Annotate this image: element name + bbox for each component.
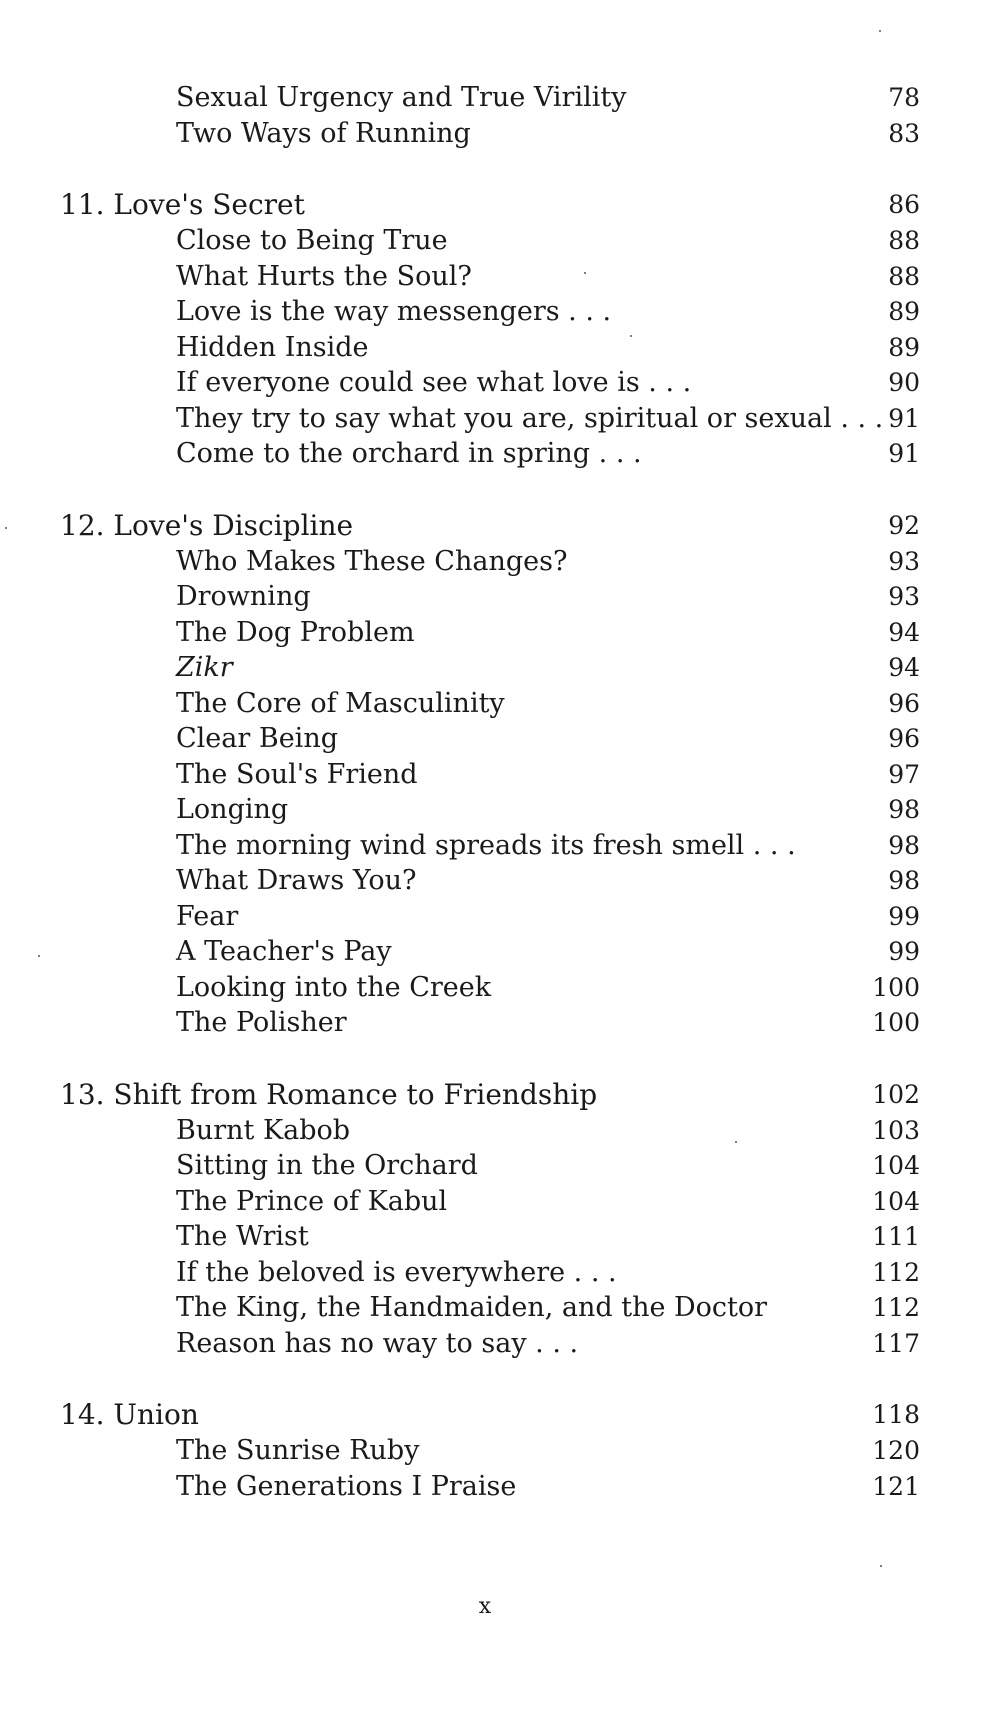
entry-page-number: 112 bbox=[872, 1293, 920, 1322]
entry-page-number: 98 bbox=[888, 830, 920, 860]
entry-page-number: 93 bbox=[888, 546, 920, 576]
toc-entry[interactable] bbox=[60, 259, 920, 295]
entry-page-number: 94 bbox=[888, 617, 920, 647]
toc-entry[interactable] bbox=[60, 436, 920, 472]
entry-page-number: 99 bbox=[888, 901, 920, 931]
toc-entry[interactable] bbox=[60, 544, 920, 580]
entry-page-number: 112 bbox=[872, 1257, 920, 1287]
entry-page-number: 121 bbox=[872, 1471, 920, 1501]
toc-entry[interactable] bbox=[60, 1326, 920, 1362]
entry-title: The Soul's Friend bbox=[176, 758, 418, 790]
entry-title: The Sunrise Ruby bbox=[176, 1435, 420, 1466]
entry-title: The King, the Handmaiden, and the Doctor bbox=[176, 1292, 768, 1323]
entry-page-number: 104 bbox=[872, 1151, 920, 1180]
toc-entry[interactable] bbox=[60, 1290, 920, 1326]
entry-title: Reason has no way to say . . . bbox=[176, 1327, 579, 1359]
chapter-heading[interactable] bbox=[60, 508, 920, 544]
toc-entry[interactable] bbox=[60, 899, 920, 935]
entry-page-number: 78 bbox=[888, 83, 920, 112]
entry-page-number: 103 bbox=[872, 1115, 920, 1145]
toc-entry[interactable] bbox=[60, 116, 920, 152]
scan-speck bbox=[735, 1141, 737, 1143]
entry-title: Drowning bbox=[176, 581, 311, 612]
section-gap bbox=[60, 472, 920, 508]
section-gap bbox=[60, 1361, 920, 1397]
toc-entry[interactable] bbox=[60, 757, 920, 793]
entry-page-number: 100 bbox=[872, 1008, 920, 1037]
entry-page-number: 83 bbox=[888, 118, 920, 148]
entry-page-number: 90 bbox=[888, 368, 920, 397]
entry-title: Zikr bbox=[176, 652, 233, 683]
entry-page-number: 104 bbox=[872, 1186, 920, 1216]
entry-title: Sexual Urgency and True Virility bbox=[176, 82, 627, 113]
entry-title: Longing bbox=[176, 794, 289, 825]
chapter-heading[interactable] bbox=[60, 1077, 920, 1113]
entry-page-number: 120 bbox=[872, 1436, 920, 1465]
entry-title: Who Makes These Changes? bbox=[176, 545, 568, 577]
toc-entry[interactable] bbox=[60, 934, 920, 970]
table-of-contents bbox=[60, 80, 920, 1504]
chapter-heading[interactable] bbox=[60, 187, 920, 223]
entry-page-number: 117 bbox=[872, 1328, 920, 1358]
chapter-page-number: 86 bbox=[888, 190, 920, 219]
entry-page-number: 88 bbox=[888, 261, 920, 291]
scan-speck bbox=[880, 1565, 882, 1567]
entry-title: Fear bbox=[176, 900, 239, 932]
entry-title: Come to the orchard in spring . . . bbox=[176, 438, 642, 469]
entry-title: Hidden Inside bbox=[176, 331, 369, 363]
entry-title: Looking into the Creek bbox=[176, 971, 492, 1003]
entry-title: They try to say what you are, spiritual or sexual . . . bbox=[176, 402, 884, 434]
chapter-page-number: 102 bbox=[872, 1079, 920, 1109]
entry-page-number: 97 bbox=[888, 759, 920, 789]
scan-speck bbox=[5, 527, 7, 529]
toc-entry[interactable] bbox=[60, 80, 920, 116]
entry-title: The Wrist bbox=[176, 1221, 309, 1252]
entry-page-number: 93 bbox=[888, 582, 920, 611]
toc-entry[interactable] bbox=[60, 1255, 920, 1291]
toc-entry[interactable] bbox=[60, 579, 920, 615]
scan-speck bbox=[584, 272, 586, 274]
entry-title: What Hurts the Soul? bbox=[176, 260, 472, 292]
chapter-title: 13. Shift from Romance to Friendship bbox=[60, 1077, 598, 1111]
entry-page-number: 96 bbox=[888, 724, 920, 753]
entry-title: Love is the way messengers . . . bbox=[176, 296, 612, 327]
entry-page-number: 89 bbox=[888, 297, 920, 326]
scan-speck bbox=[879, 30, 881, 32]
toc-entry[interactable] bbox=[60, 294, 920, 330]
toc-entry[interactable] bbox=[60, 650, 920, 686]
entry-title: The Dog Problem bbox=[176, 616, 415, 648]
entry-title: Close to Being True bbox=[176, 225, 448, 256]
toc-entry[interactable] bbox=[60, 686, 920, 722]
entry-title: Clear Being bbox=[176, 723, 338, 754]
entry-page-number: 91 bbox=[888, 403, 920, 433]
chapter-heading[interactable] bbox=[60, 1397, 920, 1433]
toc-entry[interactable] bbox=[60, 1184, 920, 1220]
toc-entry[interactable] bbox=[60, 863, 920, 899]
toc-entry[interactable] bbox=[60, 365, 920, 401]
entry-title: If the beloved is everywhere . . . bbox=[176, 1256, 617, 1288]
page-folio: x bbox=[478, 1594, 492, 1619]
toc-entry[interactable] bbox=[60, 828, 920, 864]
entry-title: The Generations I Praise bbox=[176, 1470, 517, 1502]
toc-entry[interactable] bbox=[60, 615, 920, 651]
chapter-title: 11. Love's Secret bbox=[60, 188, 305, 221]
entry-page-number: 94 bbox=[888, 653, 920, 682]
chapter-page-number: 92 bbox=[888, 510, 920, 540]
toc-entry[interactable] bbox=[60, 223, 920, 259]
toc-entry[interactable] bbox=[60, 1433, 920, 1469]
chapter-title: 14. Union bbox=[60, 1398, 199, 1431]
entry-title: Two Ways of Running bbox=[176, 117, 471, 149]
entry-page-number: 98 bbox=[888, 795, 920, 824]
entry-page-number: 111 bbox=[872, 1222, 920, 1251]
entry-title: A Teacher's Pay bbox=[176, 936, 392, 967]
scan-speck bbox=[38, 955, 40, 957]
entry-page-number: 98 bbox=[888, 866, 920, 895]
entry-title: Sitting in the Orchard bbox=[176, 1150, 478, 1181]
entry-page-number: 88 bbox=[888, 226, 920, 255]
toc-entry[interactable] bbox=[60, 1219, 920, 1255]
entry-title: The morning wind spreads its fresh smell . . . bbox=[176, 829, 796, 861]
entry-title: The Prince of Kabul bbox=[176, 1185, 448, 1217]
toc-entry[interactable] bbox=[60, 1469, 920, 1505]
entry-title: Burnt Kabob bbox=[176, 1114, 351, 1146]
chapter-page-number: 118 bbox=[872, 1400, 920, 1429]
toc-entry[interactable] bbox=[60, 792, 920, 828]
toc-entry[interactable] bbox=[60, 1113, 920, 1149]
entry-page-number: 91 bbox=[888, 439, 920, 468]
toc-entry[interactable] bbox=[60, 721, 920, 757]
entry-title: The Core of Masculinity bbox=[176, 687, 505, 719]
entry-title: What Draws You? bbox=[176, 865, 417, 896]
entry-page-number: 96 bbox=[888, 688, 920, 718]
entry-title: If everyone could see what love is . . . bbox=[176, 367, 692, 398]
entry-page-number: 89 bbox=[888, 332, 920, 362]
section-gap bbox=[60, 151, 920, 187]
entry-page-number: 100 bbox=[872, 972, 920, 1002]
toc-entry[interactable] bbox=[60, 970, 920, 1006]
toc-entry[interactable] bbox=[60, 330, 920, 366]
toc-entry[interactable] bbox=[60, 1148, 920, 1184]
entry-page-number: 99 bbox=[888, 937, 920, 966]
toc-entry[interactable] bbox=[60, 1005, 920, 1041]
chapter-title: 12. Love's Discipline bbox=[60, 508, 354, 542]
section-gap bbox=[60, 1041, 920, 1077]
entry-title: The Polisher bbox=[176, 1007, 347, 1038]
scan-speck bbox=[630, 335, 632, 337]
toc-entry[interactable] bbox=[60, 401, 920, 437]
